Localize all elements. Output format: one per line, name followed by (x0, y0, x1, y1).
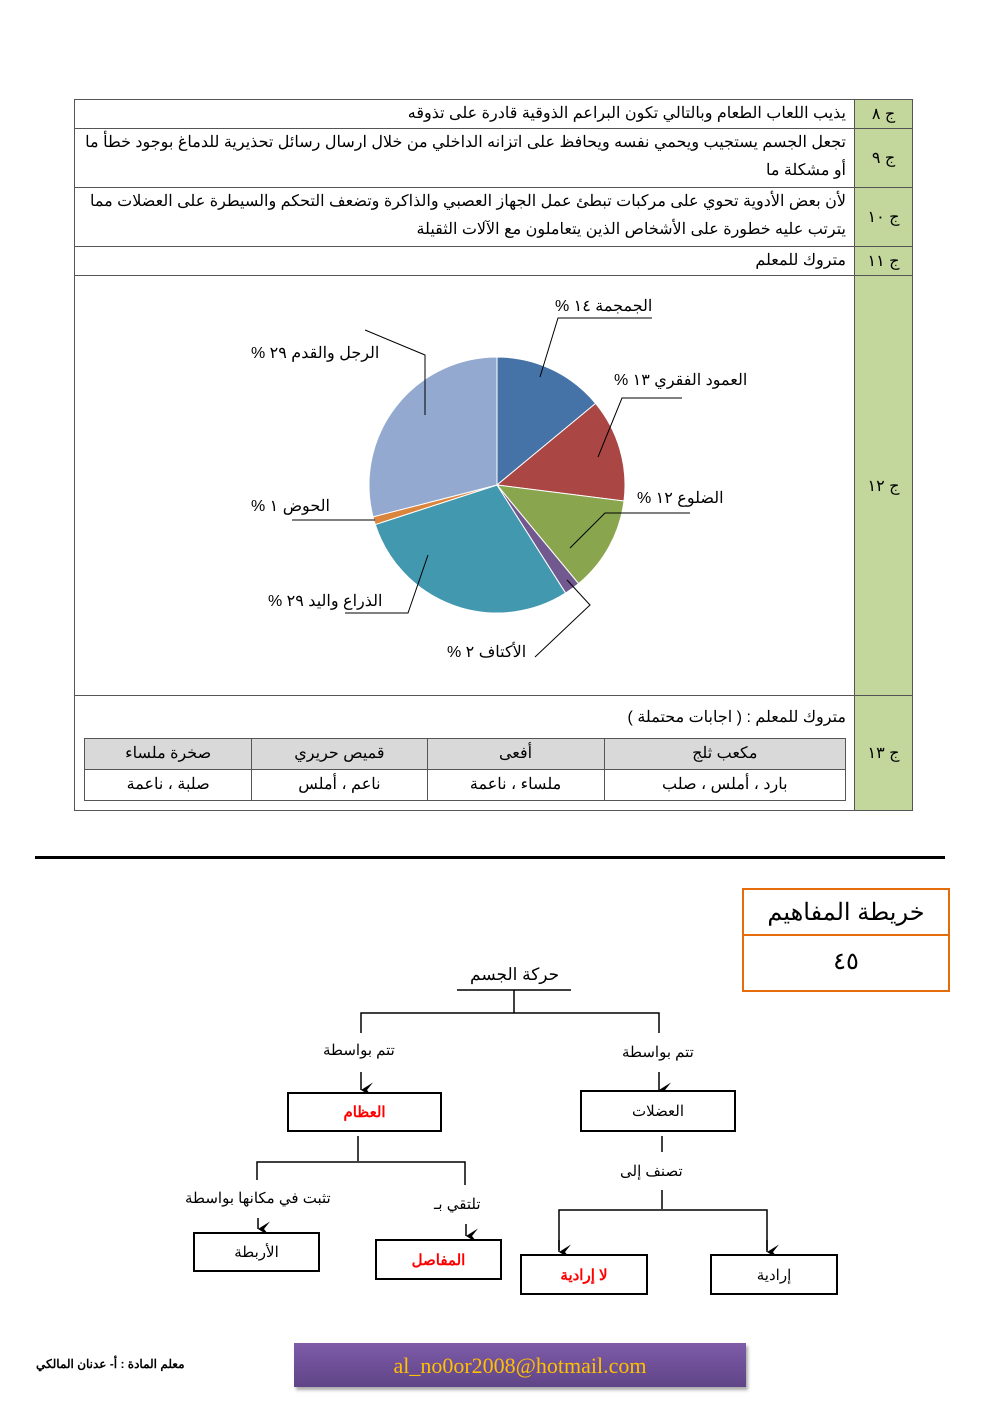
pie-label: العمود الفقري ١٣ % (614, 372, 748, 389)
email-banner: al_no0or2008@hotmail.com (294, 1343, 746, 1387)
pie-label: الأكتاف ٢ % (447, 644, 527, 661)
pie-label: الذراع واليد ٢٩ % (268, 593, 383, 610)
answer-text: يذيب اللعاب الطعام وبالتالي تكون البراعم الذوقية قادرة على تذوقه (407, 105, 846, 122)
root-concept: حركة الجسم (470, 965, 560, 984)
link-label: تتم بواسطة (622, 1044, 694, 1061)
table-cell: بارد ، أملس ، صلب (604, 770, 845, 801)
answer-number: ج ٩ (854, 129, 912, 187)
link-label: تتم بواسطة (323, 1042, 395, 1059)
pie-label: الرجل والقدم ٢٩ % (251, 345, 380, 362)
concept-map-title: خريطة المفاهيم (744, 890, 948, 936)
page-number: ٤٥ (833, 948, 859, 975)
pie-label: الضلوع ١٢ % (637, 490, 724, 507)
table-cell: صلبة ، ناعمة (85, 770, 252, 801)
table-cell: ناعم ، أملس (252, 770, 427, 801)
answer-text: لأن بعض الأدوية تحوي على مركبات تبطئ عمل الجهاز العصبي والذاكرة وتضعف التحكم والسيطرة على العضلات مما يترتب عليه خطورة على الأشخاص الذين يتعاملون مع الآلات الثقيلة (89, 193, 846, 238)
pie-label: الحوض ١ % (251, 498, 330, 515)
answer-text: تجعل الجسم يستجيب ويحمي نفسه ويحافظ على اتزانه الداخلي من خلال ارسال رسائل تحذيرية للدماغ بوجود خطأ ما أو مشكلة ما (85, 134, 846, 179)
table-header: مكعب ثلج (604, 739, 845, 770)
table-header: أفعى (427, 739, 604, 770)
answer-number: ج ١٢ (854, 276, 912, 695)
concept-joints: المفاصل (375, 1239, 502, 1280)
table-header: قميص حريري (252, 739, 427, 770)
answer-number: ج ١٣ (854, 696, 912, 810)
concept-bones: العظام (287, 1092, 442, 1132)
answer-number: ج ١٠ (854, 188, 912, 246)
pie-label: الجمجمة ١٤ % (555, 298, 653, 315)
concept-muscles: العضلات (580, 1090, 736, 1132)
table-cell: ملساء ، ناعمة (427, 770, 604, 801)
answer-text: متروك للمعلم : ( اجابات محتملة ) (627, 709, 846, 726)
answer-number: ج ١١ (854, 247, 912, 275)
concept-involuntary: لا إرادية (520, 1254, 648, 1295)
concept-voluntary: إرادية (710, 1254, 838, 1295)
link-label: تلتقي بـ (434, 1196, 481, 1213)
teacher-name: معلم المادة : أ- عدنان المالكي (36, 1357, 185, 1371)
link-label: تصنف إلى (620, 1163, 683, 1180)
link-label: تثبت في مكانها بواسطة (185, 1190, 331, 1207)
concept-ligaments: الأربطة (193, 1232, 320, 1272)
answer-text: متروك للمعلم (755, 252, 846, 269)
answer-number: ج ٨ (854, 100, 912, 128)
table-header: صخرة ملساء (85, 739, 252, 770)
